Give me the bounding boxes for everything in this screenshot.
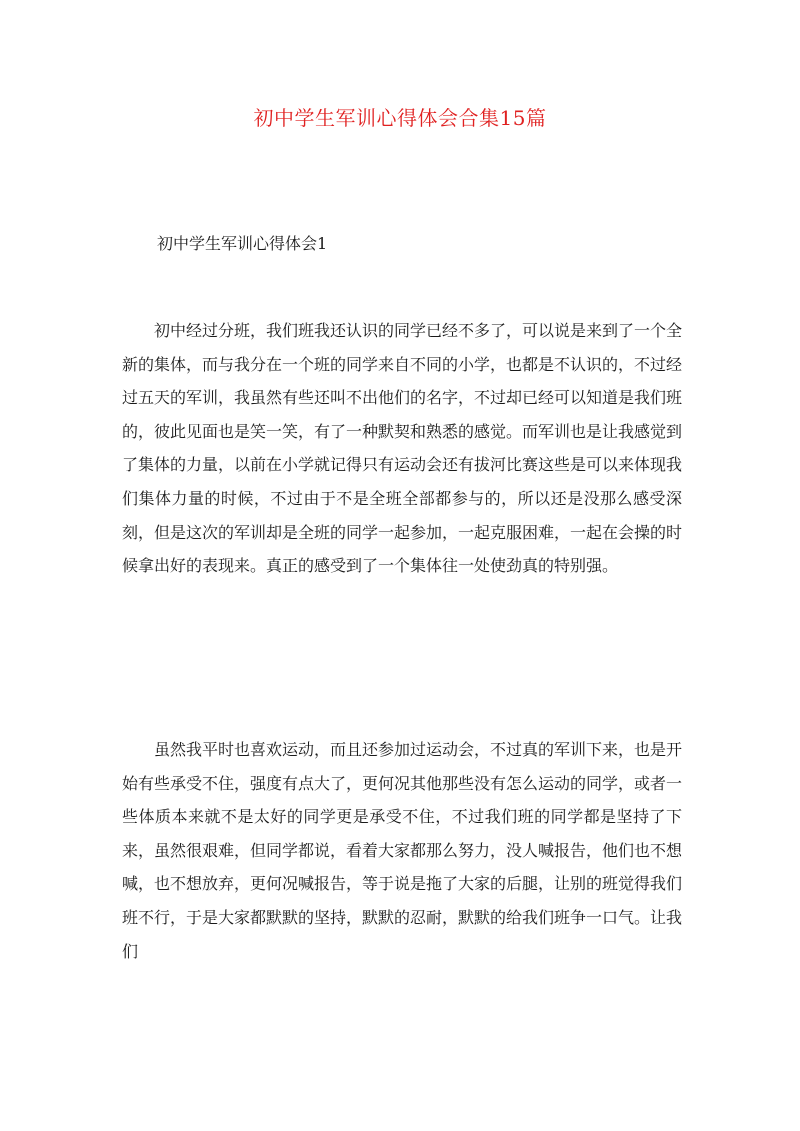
- body-paragraph: 虽然我平时也喜欢运动，而且还参加过运动会，不过真的军训下来，也是开始有些承受不住，强度有点大了，更何况其他那些没有怎么运动的同学，或者一些体质本来就不是太好的同学更是承受不住，不过我们班的同学都是坚持了下来，虽然很艰难，但同学都说，看着大家都那么努力，没人喊报告，他们也不想喊，也不想放弃，更何况喊报告，等于说是拖了大家的后腿，让别的班觉得我们班不行，于是大家都默默的坚持，默默的忍耐，默默的给我们班争一口气。让我们: [122, 740, 683, 961]
- body-paragraph: 初中经过分班，我们班我还认识的同学已经不多了，可以说是来到了一个全新的集体，而与我分在一个班的同学来自不同的小学，也都是不认识的，不过经过五天的军训，我虽然有些还叫不出他们的名字，不过却已经可以知道是我们班的，彼此见面也是笑一笑，有了一种默契和熟悉的感觉。而军训也是让我感觉到了集体的力量，以前在小学就记得只有运动会还有拔河比赛这些是可以来体现我们集体力量的时候，不过由于不是全班全部都参与的，所以还是没那么感受深刻，但是这次的军训却是全班的同学一起参加，一起克服困难，一起在会操的时候拿出好的表现来。真正的感受到了一个集体往一处使劲真的特别强。: [122, 321, 683, 576]
- document-title: 初中学生军训心得体会合集15篇: [253, 106, 547, 130]
- section-heading: 初中学生军训心得体会1: [157, 234, 328, 253]
